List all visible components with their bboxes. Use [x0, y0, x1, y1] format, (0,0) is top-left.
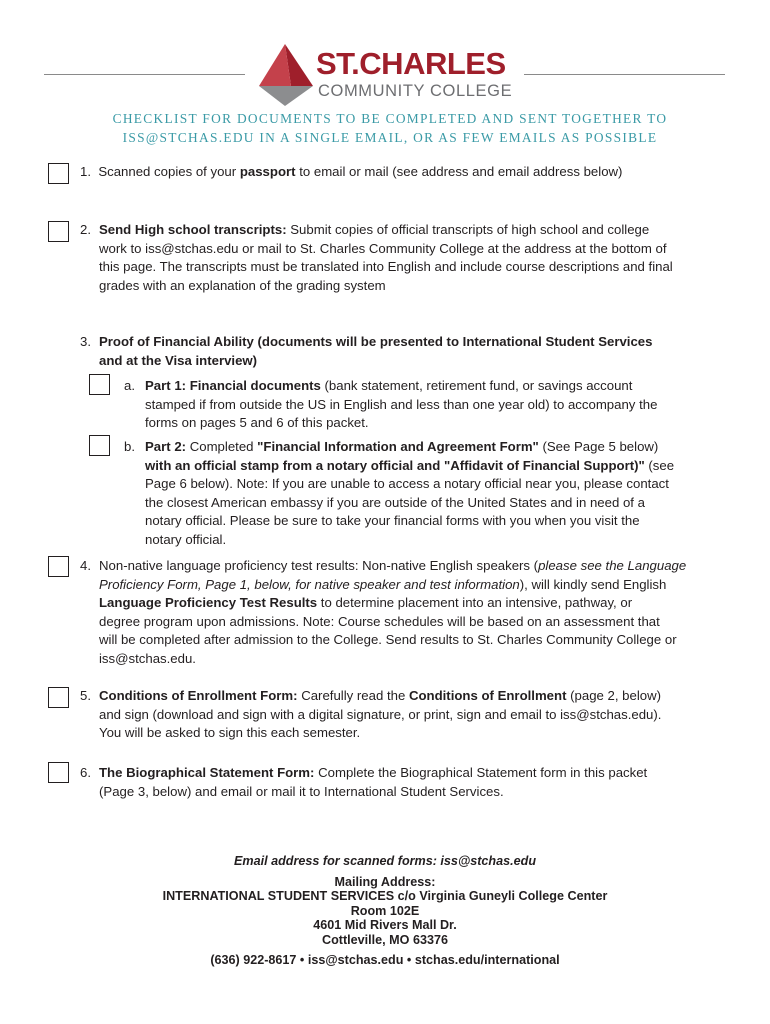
logo-name: ST.CHARLES: [316, 46, 506, 81]
scanned-forms-email: Email address for scanned forms: iss@stchas.edu: [233, 854, 537, 868]
item-number: 6.: [80, 765, 91, 780]
item-2-line-3: this page. The transcripts must be translated into English and include course descriptions and final: [99, 259, 673, 275]
item-letter: a.: [124, 378, 135, 393]
item-4-line-6: iss@stchas.edu.: [99, 650, 196, 666]
address-line-1: INTERNATIONAL STUDENT SERVICES c/o Virginia Guneyli College Center: [162, 889, 608, 903]
item-5-line-3: You will be asked to sign this each semester.: [99, 725, 361, 741]
item-5-text-2: (page 2, below): [566, 688, 662, 703]
address-line-4: Cottleville, MO 63376: [322, 932, 448, 947]
item-4-text-3: to determine placement into an intensive, pathway, or: [317, 595, 633, 611]
item-1-text-a: Scanned copies of your: [98, 164, 240, 179]
item-2-line-4: grades with an explanation of the grading system: [99, 277, 386, 293]
checklist-item-1: [80, 163, 622, 182]
checklist-heading: [60, 110, 720, 147]
heading-line-2: ISS@STCHAS.EDU IN A SINGLE EMAIL, OR AS FEW EMAILS AS POSSIBLE: [122, 129, 658, 145]
item-3b-bold-3: with an official stamp from a notary official and "Affidavit of Financial Support)": [145, 457, 645, 473]
checklist-item-3b: [145, 438, 674, 550]
item-3b-bold-2: "Financial Information and Agreement Form": [257, 439, 539, 454]
address-line-3: 4601 Mid Rivers Mall Dr.: [313, 918, 457, 932]
item-2-line-2: work to iss@stchas.edu or mail to St. Charles Community College at the address at the bottom of: [99, 240, 667, 256]
address-line-2: Room 102E: [350, 903, 420, 918]
item-number: 2.: [80, 222, 91, 237]
item-3b-text-1: Completed: [186, 439, 258, 454]
item-3b-line-5: notary official. Please be sure to take your financial forms with you when you visit the: [145, 513, 640, 529]
item-6-text-1: Complete the Biographical Statement form in this packet: [314, 765, 648, 780]
heading-line-1: CHECKLIST FOR DOCUMENTS TO BE COMPLETED AND SENT TOGETHER TO: [112, 111, 668, 126]
item-6-line-2: (Page 3, below) and email or mail it to International Student Services.: [99, 783, 504, 799]
item-number: 3.: [80, 334, 91, 349]
item-6-bold: The Biographical Statement Form:: [99, 765, 315, 780]
item-4-line-4: degree program upon admissions. Note: Course schedules will be based on an assessment that: [99, 613, 660, 629]
checkbox-item-6[interactable]: [48, 762, 69, 783]
item-number: 1.: [80, 164, 91, 179]
contact-footer: [100, 854, 670, 968]
item-2-bold: Send High school transcripts:: [99, 222, 287, 237]
item-4-text-2: ), will kindly send English: [519, 576, 667, 592]
item-5-bold-2: Conditions of Enrollment: [408, 688, 567, 703]
checklist-item-3: [99, 333, 652, 370]
item-3b-line-6: notary official.: [145, 531, 227, 547]
item-4-italic-1: please see the Language: [538, 558, 687, 573]
item-4-text-1: Non-native language proficiency test results: Non-native English speakers (: [99, 558, 539, 573]
item-5-bold-1: Conditions of Enrollment Form:: [99, 688, 298, 703]
item-3b-bold-1: Part 2:: [145, 439, 187, 454]
item-3-line-1: Proof of Financial Ability (documents will be presented to International Student Services: [99, 334, 653, 349]
item-4-italic-2: Proficiency Form, Page 1, below, for native speaker and test information: [99, 576, 520, 592]
logo-mark-icon: [255, 42, 317, 108]
item-number: 4.: [80, 558, 91, 573]
college-logo: [255, 42, 525, 108]
item-5-line-2: and sign (download and sign with a digital signature, or print, sign and email to iss@stchas.edu).: [99, 706, 662, 722]
item-3b-text-2: (See Page 5 below): [538, 439, 659, 454]
item-5-text-1: Carefully read the: [297, 688, 409, 703]
checkbox-item-3b[interactable]: [89, 435, 110, 456]
mailing-address-label: Mailing Address:: [334, 874, 436, 889]
header-rule-right: [524, 74, 725, 75]
item-3b-line-3: Page 6 below). Note: If you are unable to access a notary official near you, please contact: [145, 476, 669, 492]
checklist-item-6: [99, 764, 647, 801]
item-1-text-c: to email or mail (see address and email address below): [295, 164, 623, 179]
item-letter: b.: [124, 439, 135, 454]
item-2-line-1: Submit copies of official transcripts of high school and college: [286, 222, 650, 237]
checkbox-item-1[interactable]: [48, 163, 69, 184]
checklist-item-3a: [145, 377, 657, 433]
item-3-line-2: and at the Visa interview): [99, 352, 258, 368]
checklist-item-2: [99, 221, 673, 295]
item-number: 5.: [80, 688, 91, 703]
item-3b-line-4: the closest American embassy if you are outside of the United States and in need of a: [145, 494, 645, 510]
item-3a-line-1: (bank statement, retirement fund, or savings account: [320, 378, 633, 393]
header-rule-left: [44, 74, 245, 75]
item-4-bold: Language Proficiency Test Results: [99, 595, 318, 611]
item-3a-bold: Part 1: Financial documents: [145, 378, 321, 393]
contact-line: (636) 922-8617 • iss@stchas.edu • stchas.edu/international: [210, 953, 560, 967]
checklist-item-4: [99, 557, 686, 669]
checklist-item-5: [99, 687, 661, 743]
checkbox-item-3a[interactable]: [89, 374, 110, 395]
item-3b-text-3: (see: [644, 457, 675, 473]
item-1-bold: passport: [239, 164, 296, 179]
checkbox-item-2[interactable]: [48, 221, 69, 242]
item-4-line-5: will be completed after admission to the College. Send results to St. Charles Community College or: [99, 632, 677, 648]
logo-subtitle: COMMUNITY COLLEGE: [318, 82, 513, 100]
checkbox-item-5[interactable]: [48, 687, 69, 708]
checkbox-item-4[interactable]: [48, 556, 69, 577]
item-3a-line-2: stamped if from outside the US in English and less than one year old) to accompany the: [145, 396, 658, 412]
item-3a-line-3: forms on pages 5 and 6 of this packet.: [145, 415, 369, 431]
